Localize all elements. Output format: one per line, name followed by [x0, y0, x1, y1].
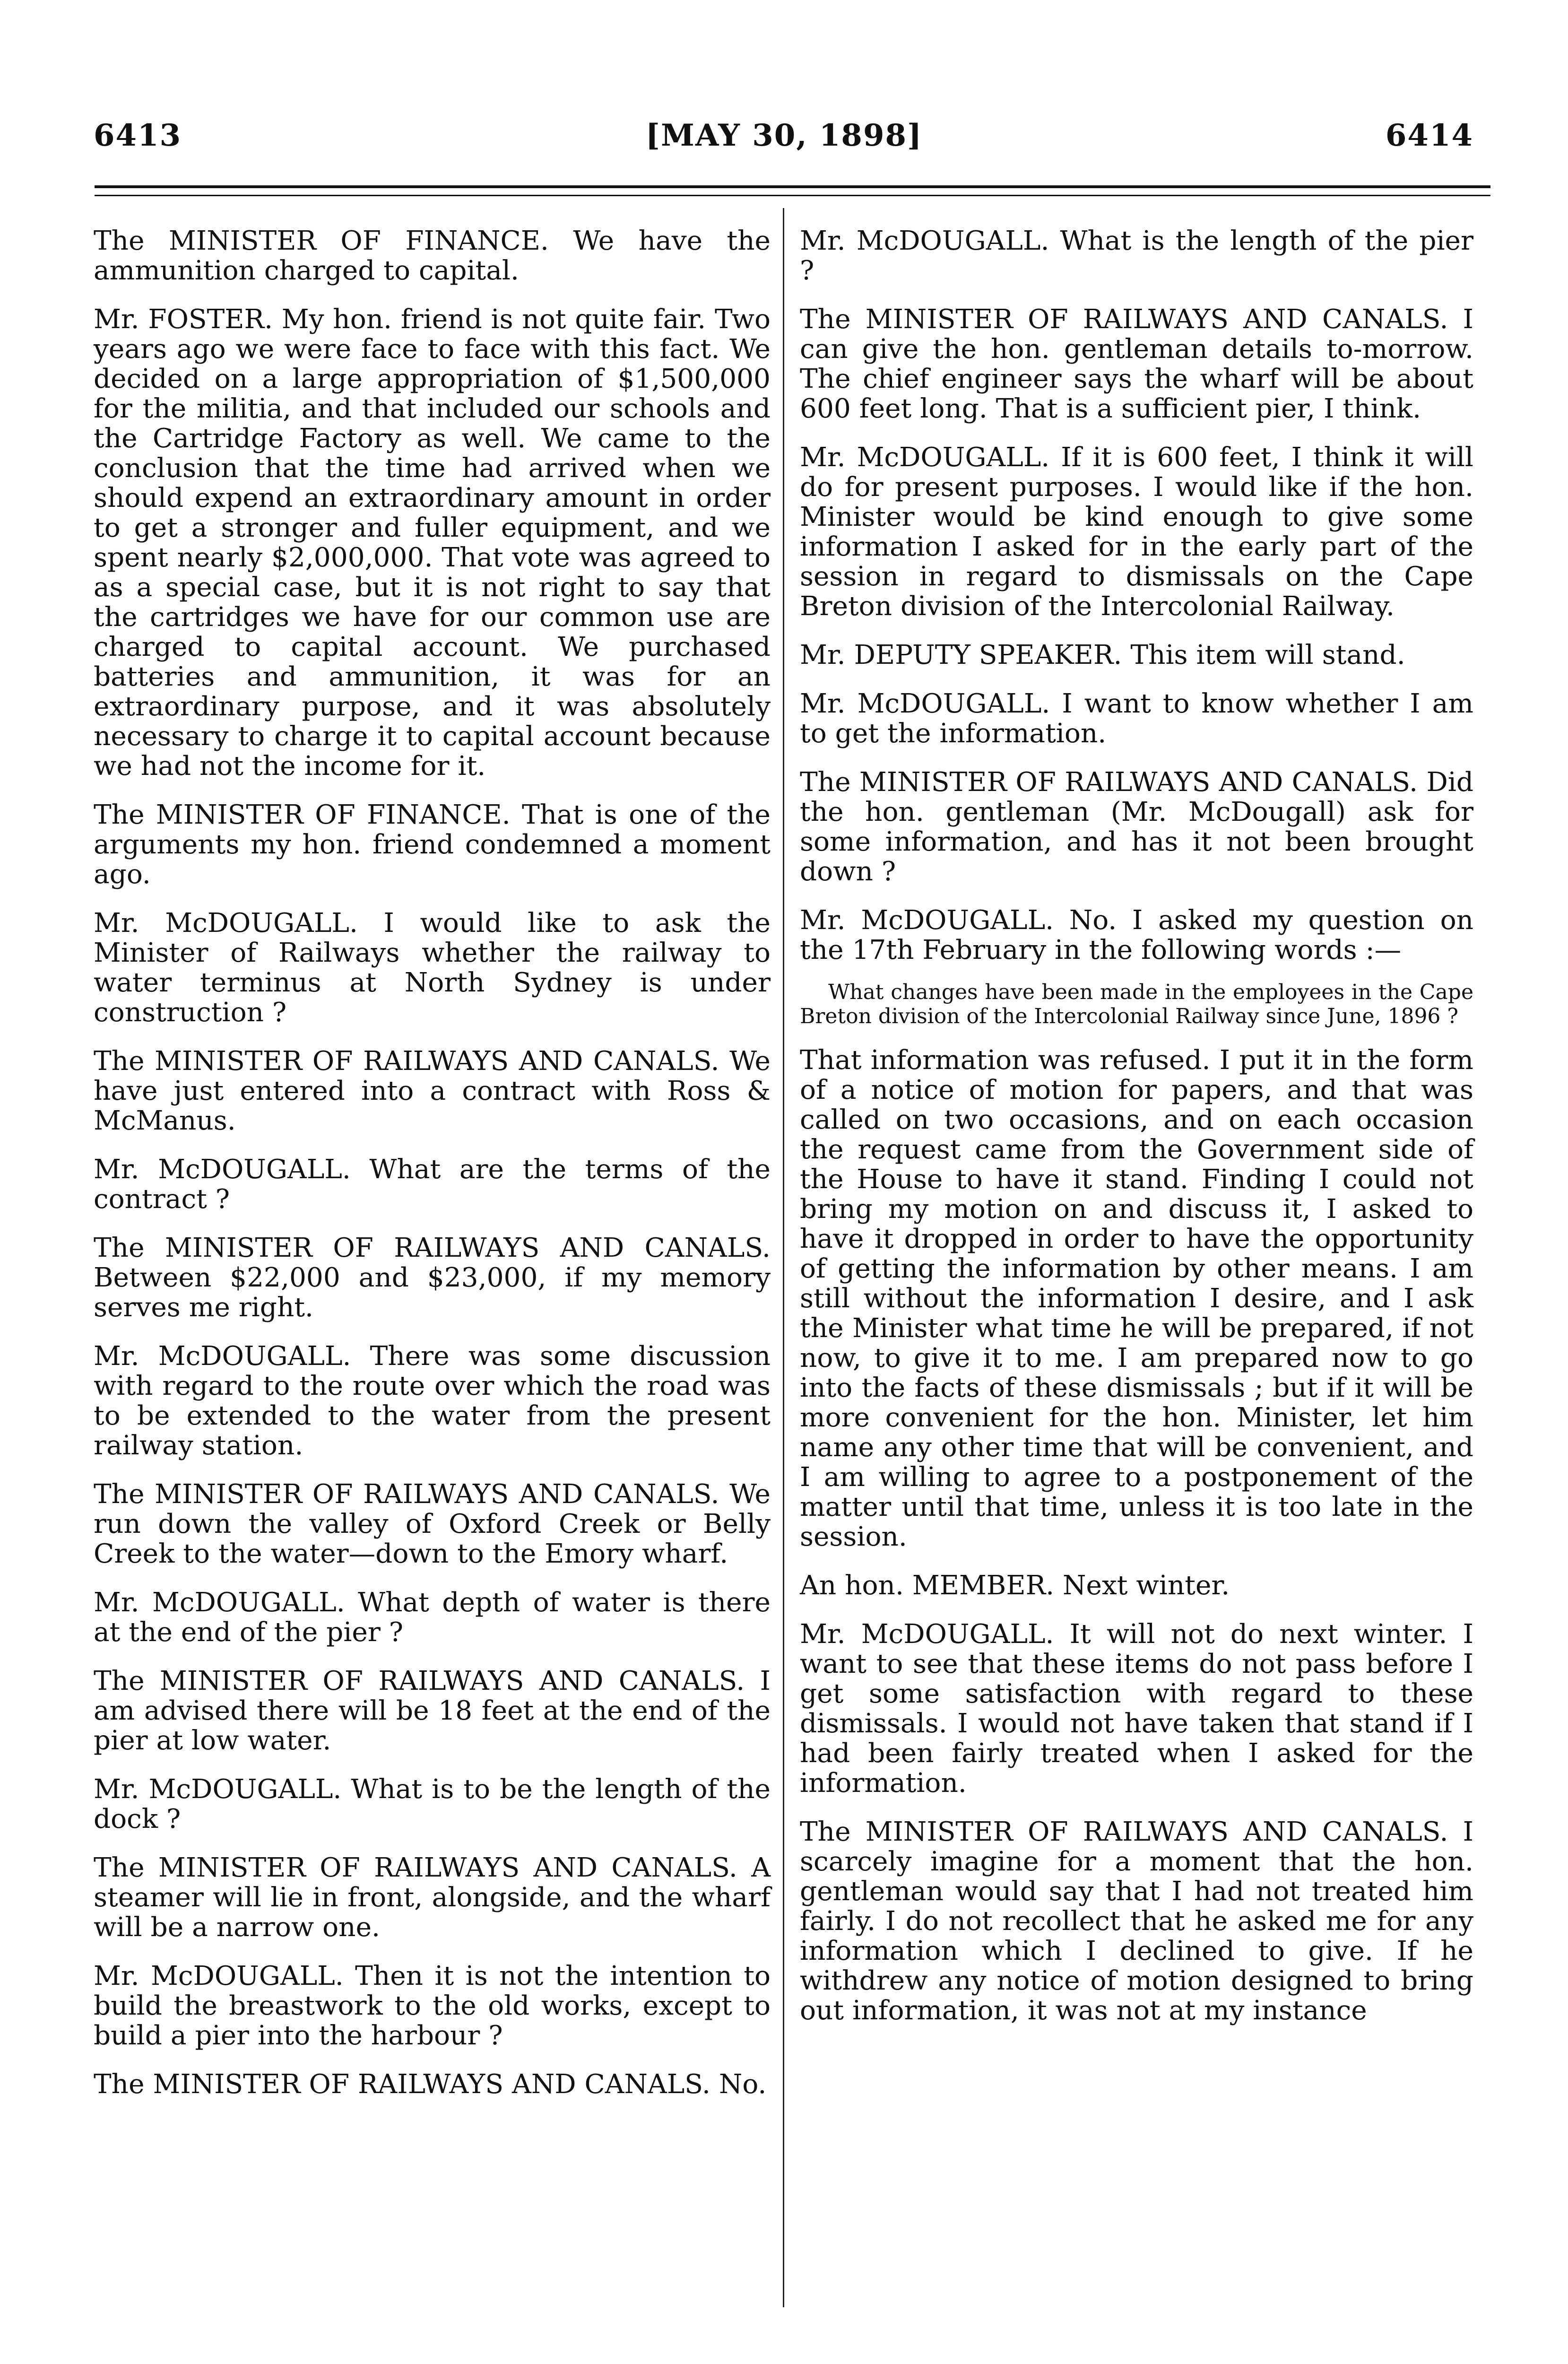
page-date: [MAY 30, 1898]: [645, 118, 923, 153]
paragraph: Mr. McDOUGALL. What is to be the length of the dock ?: [94, 1774, 771, 1834]
paragraph: Mr. McDOUGALL. There was some discussion with regard to the route over which the road was to be extended to the water from the present railway station.: [94, 1341, 771, 1461]
paragraph: The MINISTER OF RAILWAYS AND CANALS. Between $22,000 and $23,000, if my memory serves me right.: [94, 1233, 771, 1323]
paragraph: The MINISTER OF RAILWAYS AND CANALS. I can give the hon. gentleman details to-morrow. The chief engineer says the wharf will be about 600 feet long. That is a sufficient pier, I think.: [800, 304, 1473, 424]
page-number-left: 6413: [94, 118, 182, 153]
paragraph: The MINISTER OF RAILWAYS AND CANALS. We have just entered into a contract with Ross & McManus.: [94, 1046, 771, 1136]
paragraph: Mr. DEPUTY SPEAKER. This item will stand.: [800, 640, 1405, 670]
paragraph: Mr. McDOUGALL. No. I asked my question on the 17th February in the following words :—: [800, 905, 1473, 965]
header-rule-thin: [95, 195, 1490, 196]
page-number-right: 6414: [1385, 118, 1473, 153]
paragraph: The MINISTER OF RAILWAYS AND CANALS. No.: [94, 2069, 767, 2100]
paragraph: Mr. McDOUGALL. What is the length of the pier ?: [800, 226, 1473, 286]
paragraph: The MINISTER OF FINANCE. That is one of the arguments my hon. friend condemned a moment ago.: [94, 800, 771, 890]
paragraph: That information was refused. I put it in the form of a notice of motion for papers, and that was called on two occasions, and on each occasion the request came from the Government side of the House to have it stand. Finding I could not bring my motion on and discuss it, I asked to have it dropped in order to have the opportunity of getting the information by other means. I am still without the information I desire, and I ask the Minister what time he will be prepared, if not now, to give it to me. I am prepared now to go into the facts of these dismissals ; but if it will be more convenient for the hon. Minister, let him name any other time that will be convenient, and I am willing to agree to a postponement of the matter until that time, unless it is too late in the session.: [800, 1045, 1473, 1552]
paragraph: Mr. McDOUGALL. Then it is not the intention to build the breastwork to the old works, except to build a pier into the harbour ?: [94, 1961, 771, 2051]
paragraph: Mr. McDOUGALL. I would like to ask the Minister of Railways whether the railway to water terminus at North Sydney is under construction ?: [94, 908, 771, 1028]
paragraph: The MINISTER OF RAILWAYS AND CANALS. We run down the valley of Oxford Creek or Belly Creek to the water—down to the Emory wharf.: [94, 1479, 771, 1569]
left-column: [94, 226, 771, 2118]
paragraph: Mr. McDOUGALL. It will not do next winter. I want to see that these items do not pass before I get some satisfaction with regard to these dismissals. I would not have taken that stand if I had been fairly treated when I asked for the information.: [800, 1619, 1473, 1799]
quoted-question: What changes have been made in the employees in the Cape Breton division of the Intercolonial Railway since June, 1896 ?: [800, 980, 1473, 1028]
column-divider: [783, 208, 784, 2307]
paragraph: The MINISTER OF RAILWAYS AND CANALS. Did the hon. gentleman (Mr. McDougall) ask for some information, and has it not been brought down ?: [800, 767, 1473, 887]
paragraph: The MINISTER OF RAILWAYS AND CANALS. I scarcely imagine for a moment that the hon. gentleman would say that I had not treated him fairly. I do not recollect that he asked me for any information which I declined to give. If he withdrew any notice of motion designed to bring out information, it was not at my instance: [800, 1816, 1473, 2026]
paragraph: Mr. McDOUGALL. I want to know whether I am to get the information.: [800, 688, 1473, 749]
header-rule-thick: [95, 185, 1490, 188]
paragraph: The MINISTER OF FINANCE. We have the ammunition charged to capital.: [94, 226, 771, 286]
right-column: [800, 226, 1473, 2044]
paragraph: Mr. McDOUGALL. What are the terms of the contract ?: [94, 1154, 771, 1215]
paragraph: Mr. FOSTER. My hon. friend is not quite fair. Two years ago we were face to face with this fact. We decided on a large appropriation of $1,500,000 for the militia, and that included our schools and the Cartridge Factory as well. We came to the conclusion that the time had arrived when we should expend an extraordinary amount in order to get a stronger and fuller equipment, and we spent nearly $2,000,000. That vote was agreed to as a special case, but it is not right to say that the cartridges we have for our common use are charged to capital account. We purchased batteries and ammunition, it was for an extraordinary purpose, and it was absolutely necessary to charge it to capital account because we had not the income for it.: [94, 304, 771, 782]
paragraph: Mr. McDOUGALL. If it is 600 feet, I think it will do for present purposes. I would like if the hon. Minister would be kind enough to give some information I asked for in the early part of the session in regard to dismissals on the Cape Breton division of the Intercolonial Railway.: [800, 442, 1473, 622]
paragraph: The MINISTER OF RAILWAYS AND CANALS. I am advised there will be 18 feet at the end of the pier at low water.: [94, 1666, 771, 1756]
paragraph: Mr. McDOUGALL. What depth of water is there at the end of the pier ?: [94, 1587, 771, 1648]
paragraph: The MINISTER OF RAILWAYS AND CANALS. A steamer will lie in front, alongside, and the wharf will be a narrow one.: [94, 1852, 771, 1943]
paragraph: An hon. MEMBER. Next winter.: [800, 1570, 1230, 1601]
